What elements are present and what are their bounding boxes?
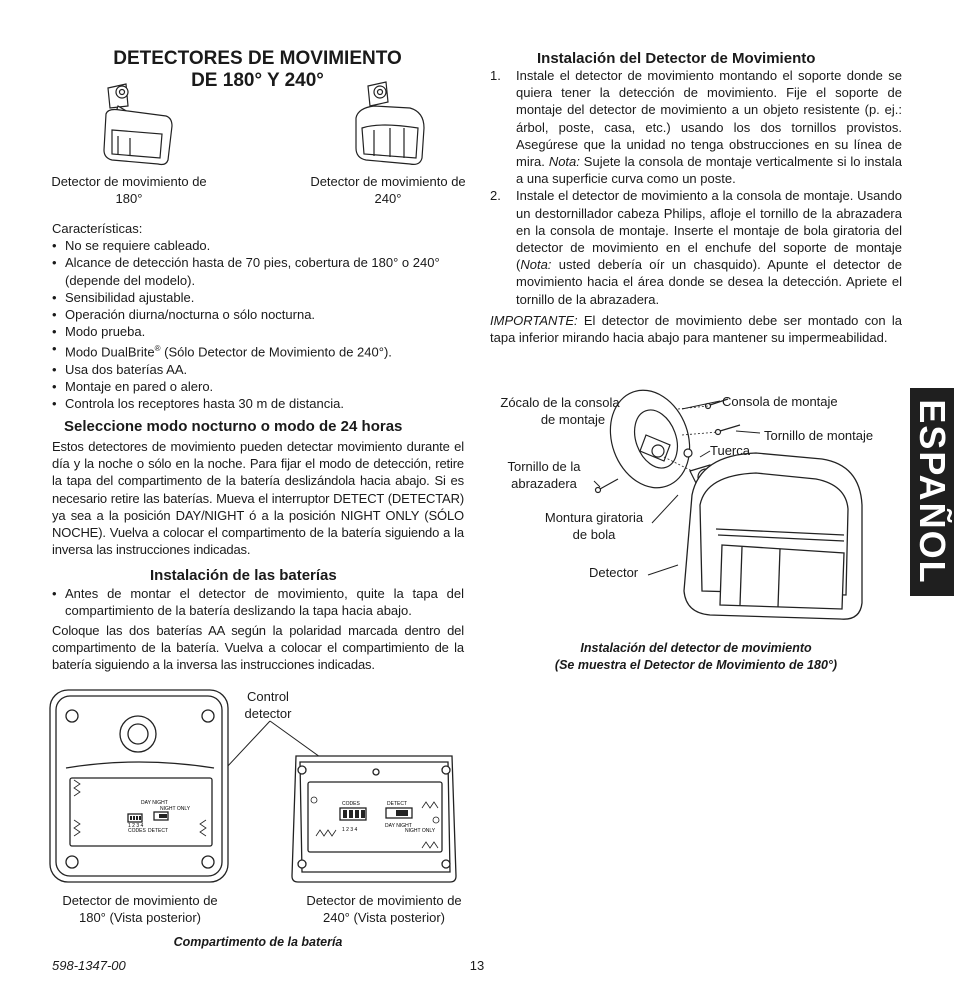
switch-label-night-only-240: NIGHT ONLY	[405, 828, 436, 834]
registered-mark: ®	[154, 344, 161, 354]
list-item: • Operación diurna/nocturna o sólo nocturna.	[52, 306, 466, 323]
label-tornillo-montaje: Tornillo de montaje	[764, 428, 874, 443]
caption-180: Detector de movimiento de 180°	[51, 174, 207, 207]
label-tornillo-abrazadera-line2: abrazadera	[511, 476, 577, 491]
important-note	[490, 312, 902, 346]
battery-heading: Instalación de las baterías	[150, 567, 337, 584]
install-steps	[490, 67, 902, 308]
label-montura	[534, 509, 654, 543]
label-zocalo-line2: de montaje	[540, 412, 606, 427]
switch-label-night-only-180: NIGHT ONLY	[160, 806, 191, 812]
list-item: • Montaje en pared o alero.	[52, 378, 466, 395]
list-item: • Alcance de detección hasta de 70 pies, cobertura de 180° o 240° (depende del modelo).	[52, 254, 466, 288]
switch-label-codes-240: CODES	[342, 801, 360, 807]
detector-240-illustration	[340, 78, 430, 170]
label-tornillo-abrazadera	[496, 458, 592, 492]
label-tuerca: Tuerca	[710, 443, 750, 458]
mode-heading: Seleccione modo nocturno o modo de 24 horas	[64, 418, 403, 435]
caption-240: Detector de movimiento de 240°	[310, 174, 466, 207]
language-side-tab	[910, 388, 954, 596]
features-list	[52, 237, 466, 412]
step2-text: Instale el detector de movimiento a la consola de montaje. Usando un destornillador cabeza Philips, afloje el tornillo de la abrazadera en la consola de montaje. Inserte el montaje de bola giratoria del detector de movimiento en el enchufe del soporte de montaje (	[516, 188, 902, 273]
list-item: • Antes de montar el detector de movimiento, quite la tapa del compartimiento de la batería deslizando la tapa hacia abajo.	[52, 585, 464, 619]
label-montura-line2: de bola	[572, 527, 616, 542]
control-label-line1: Control	[247, 689, 289, 704]
list-item: • Modo prueba.	[52, 323, 466, 340]
step1-note: Sujete la consola de montaje verticalmente si lo instala a una superficie curva como un poste.	[516, 154, 902, 187]
rear-240-caption: Detector de movimiento de 240° (Vista posterior)	[306, 893, 462, 926]
dualbrite-suffix: (Sólo Detector de Movimiento de 240°).	[160, 344, 392, 360]
important-text: El detector de movimiento debe ser montado con la tapa inferior mirando hacia abajo para mantener su impermeabilidad.	[490, 313, 902, 346]
page-number: 13	[469, 958, 485, 973]
install-step-2	[490, 187, 902, 307]
installation-caption-line2: (Se muestra el Detector de Movimiento de 180°)	[554, 658, 838, 672]
rear-180-caption: Detector de movimiento de 180° (Vista posterior)	[62, 893, 218, 926]
list-item-dualbrite	[52, 340, 466, 361]
detector-180-illustration	[88, 78, 178, 170]
switch-label-nums-240: 1 2 3 4	[342, 827, 358, 833]
step1-note-label: Nota:	[548, 154, 580, 170]
step-number: 1.	[490, 68, 501, 83]
mode-text: Estos detectores de movimiento pueden detectar movimiento durante el día y la noche o sólo en la noche. Para fijar el modo de detección, retire la tapa del compartimento de la batería deslizándola hacia abajo. Si es necesario retire las baterías. Mueva el interruptor DETECT (DETECTAR) ya sea a la posición DAY/NIGHT ó a la posición NIGHT ONLY (SÓLO NOCHE). Vuelva a colocar el compartimento de la batería siguiendo a la inversa las instrucciones indicadas.	[52, 439, 464, 558]
battery-figure-caption: Compartimento de la batería	[173, 935, 343, 949]
switch-label-detect-180: DETECT	[148, 828, 168, 834]
features-heading: Características:	[52, 221, 143, 236]
installation-figure-caption	[500, 640, 892, 674]
install-heading: Instalación del Detector de Movimiento	[537, 50, 816, 67]
features-section	[52, 220, 466, 413]
label-consola: Consola de montaje	[722, 394, 838, 409]
switch-label-day-night-180: DAY NIGHT	[141, 800, 168, 806]
list-item: • No se requiere cableado.	[52, 237, 466, 254]
list-item: • Usa dos baterías AA.	[52, 361, 466, 378]
switch-label-day-night-240: DAY NIGHT	[385, 823, 412, 829]
battery-list	[52, 585, 464, 619]
battery-compartment-figure	[48, 686, 468, 890]
label-montura-line1: Montura giratoria	[544, 510, 644, 525]
label-zocalo-line1: Zócalo de la consola	[500, 395, 620, 410]
step1-text: Instale el detector de movimiento montando el soporte donde se quiera tener la detección de movimiento. Fije el soporte de montaje del detector de movimiento a un objeto resistente (p. ej.: árbol, poste, casa, etc.) usando los dos tornillos provistos. Asegúrese que la unidad no tenga obstrucciones en su línea de mira.	[516, 68, 902, 170]
installation-caption-line1: Instalación del detector de movimiento	[580, 641, 812, 655]
label-zocalo	[488, 394, 632, 428]
control-label-line2: detector	[244, 706, 292, 721]
dualbrite-prefix: Modo DualBrite	[65, 344, 155, 360]
doc-number: 598-1347-00	[52, 958, 126, 973]
step2-note-label: Nota:	[520, 257, 552, 273]
step2-note: usted debería oír un chasquido). Apunte el detector de movimiento hacia el área donde se desea la detección. Apriete el tornillo de la abrazadera.	[516, 257, 902, 307]
list-item: • Sensibilidad ajustable.	[52, 289, 466, 306]
important-label: IMPORTANTE:	[490, 313, 578, 328]
language-side-tab-label: ESPAÑOL	[912, 399, 953, 585]
battery-text: Coloque las dos baterías AA según la polaridad marcada dentro del compartimento de la batería. Vuelva a colocar el compartimiento de la batería siguiendo a la inversa las instrucciones indicadas.	[52, 623, 464, 673]
install-step-1	[490, 67, 902, 187]
switch-label-nums-180: 1 2 3 4	[128, 823, 144, 829]
page-title-line1: DETECTORES DE MOVIMIENTO	[113, 48, 402, 69]
switch-label-detect-240: DETECT	[387, 801, 407, 807]
step-number: 2.	[490, 188, 501, 204]
page-title-line2: DE 180° Y 240°	[191, 70, 324, 91]
label-tornillo-abrazadera-line1: Tornillo de la	[507, 459, 581, 474]
label-detector: Detector	[589, 565, 639, 580]
switch-label-codes-180: CODES	[128, 828, 146, 834]
list-item: • Controla los receptores hasta 30 m de distancia.	[52, 395, 466, 412]
